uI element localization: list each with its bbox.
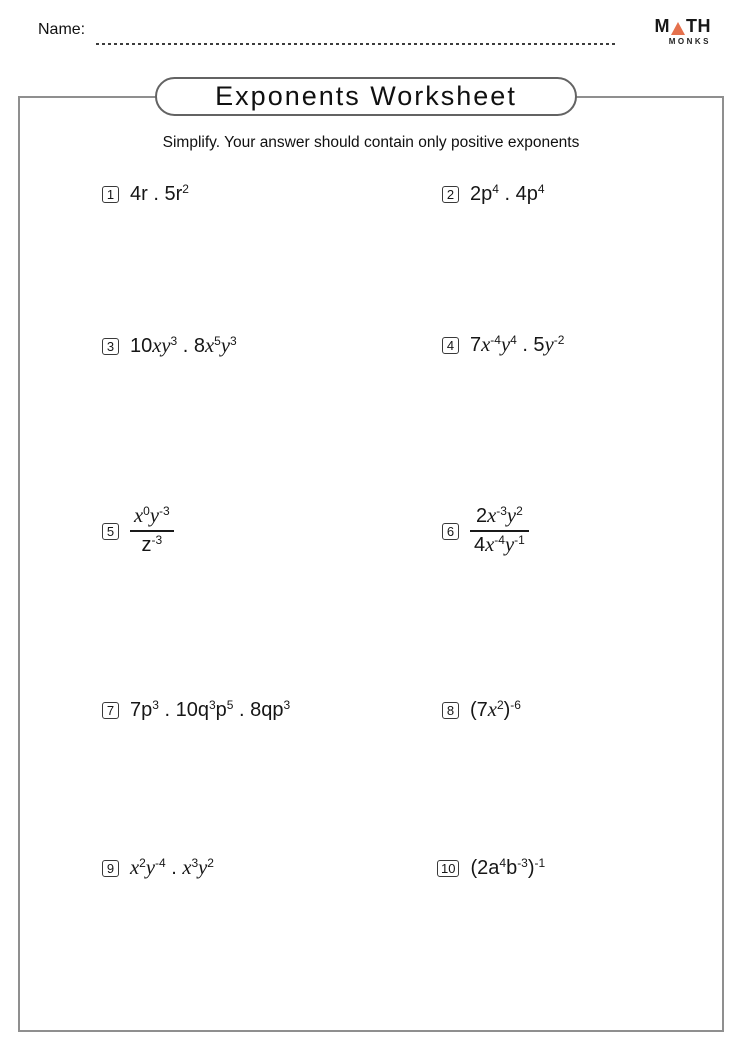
problem-5 [102,505,174,557]
math-text: . 8 [177,335,206,357]
worksheet-title-pill [155,77,577,116]
math-text: b [506,857,518,879]
fraction-denominator [470,532,529,557]
exponent: 4 [510,333,517,348]
problem-expression [470,183,545,206]
problem-1 [102,183,189,206]
math-text: 10 [130,335,153,357]
problem-7 [102,699,290,722]
variable: y [220,335,230,357]
problem-8 [442,699,521,722]
exponent: 5 [214,334,221,349]
problem-expression [470,505,529,557]
exponent: 3 [208,698,216,713]
math-text: (2a [470,857,500,879]
variable: x [134,505,144,527]
fraction [470,505,529,557]
math-text: ) [527,857,535,879]
problem-3 [102,335,237,358]
fraction-numerator [470,505,529,532]
exponent: -1 [514,533,525,548]
variable: x [487,505,497,527]
math-text: . 4p [498,183,538,205]
exponent: 2 [182,182,189,197]
worksheet-border-box [18,96,724,1032]
name-label: Name: [38,21,86,38]
logo-subtext: MONKS [668,37,711,46]
variable: y [500,334,511,356]
name-fill-in-line [96,43,617,45]
problem-number: 7 [102,702,119,719]
math-text: . 10q [158,699,209,721]
fraction [130,505,174,557]
exponent: -3 [496,504,507,519]
problem-number: 3 [102,338,119,355]
math-text: 2p [470,183,493,205]
exponent: 3 [191,856,199,871]
problem-expression [130,699,290,722]
exponent: -1 [534,856,546,871]
math-text: 4 [474,534,486,556]
problem-4 [442,334,564,357]
problem-number: 4 [442,337,459,354]
variable: x [481,334,491,356]
exponent: 2 [207,856,214,871]
variable: y [145,857,155,879]
exponent: 2 [516,504,523,519]
variable: x [130,857,140,879]
math-text: . 5 [516,334,545,356]
problem-number: 1 [102,186,119,203]
problem-expression [470,699,521,722]
problem-expression [470,857,545,880]
fraction-denominator [130,532,174,557]
exponent: 3 [152,698,159,713]
exponent: 4 [499,856,507,871]
exponent: 3 [283,698,291,713]
exponent: -4 [494,533,505,548]
exponent: -4 [490,333,501,348]
exponent: 4 [537,182,545,197]
math-text: 2 [475,505,488,527]
exponent: -3 [158,504,170,519]
math-text: 4r . 5r [130,183,183,205]
exponent: 3 [229,334,237,349]
problem-expression [470,334,564,357]
variable: x [485,534,495,556]
problem-expression [130,857,214,880]
logo-wordmark [655,17,712,35]
exponent: 4 [492,182,499,197]
logo-text-th: TH [686,16,711,36]
worksheet-title: Exponents Worksheet [215,81,517,111]
math-monks-logo [655,17,712,46]
exponent: 0 [143,504,150,519]
problem-expression [130,505,174,557]
problem-10 [437,857,545,880]
variable: y [504,534,515,556]
exponent: -6 [510,698,521,713]
exponent: -4 [154,856,166,871]
problem-number: 9 [102,860,119,877]
variable: x [182,857,192,879]
variable: y [544,334,554,356]
problem-number: 6 [442,523,459,540]
problem-expression [130,335,237,358]
variable: y [506,505,517,527]
math-text: z [141,534,152,556]
math-text: . [165,857,183,879]
problem-9 [102,857,214,880]
math-text: (7 [470,699,488,721]
exponent: 2 [496,698,504,713]
exponent: -3 [517,856,528,871]
variable: x [205,335,215,357]
problem-number: 2 [442,186,459,203]
math-text: . 8qp [233,699,284,721]
math-text: ) [503,699,511,721]
exponent: 3 [170,334,178,349]
logo-triangle-icon [671,22,685,35]
variable: xy [152,335,171,357]
problem-number: 5 [102,523,119,540]
math-text: 7p [130,699,153,721]
problem-expression [130,183,189,206]
math-text: 7 [470,334,482,356]
variable: y [198,857,208,879]
exponent: 5 [226,698,234,713]
fraction-numerator [130,505,174,532]
exponent: -3 [151,533,163,548]
math-text: p [215,699,227,721]
problem-number: 10 [437,860,459,877]
variable: y [149,505,159,527]
problem-number: 8 [442,702,459,719]
exponent: 2 [139,856,146,871]
variable: x [487,699,497,721]
problem-6 [442,505,529,557]
problem-2 [442,183,545,206]
logo-text-m: M [654,16,670,36]
instruction-text: Simplify. Your answer should contain only positive exponents [162,134,580,151]
exponent: -2 [553,333,565,348]
